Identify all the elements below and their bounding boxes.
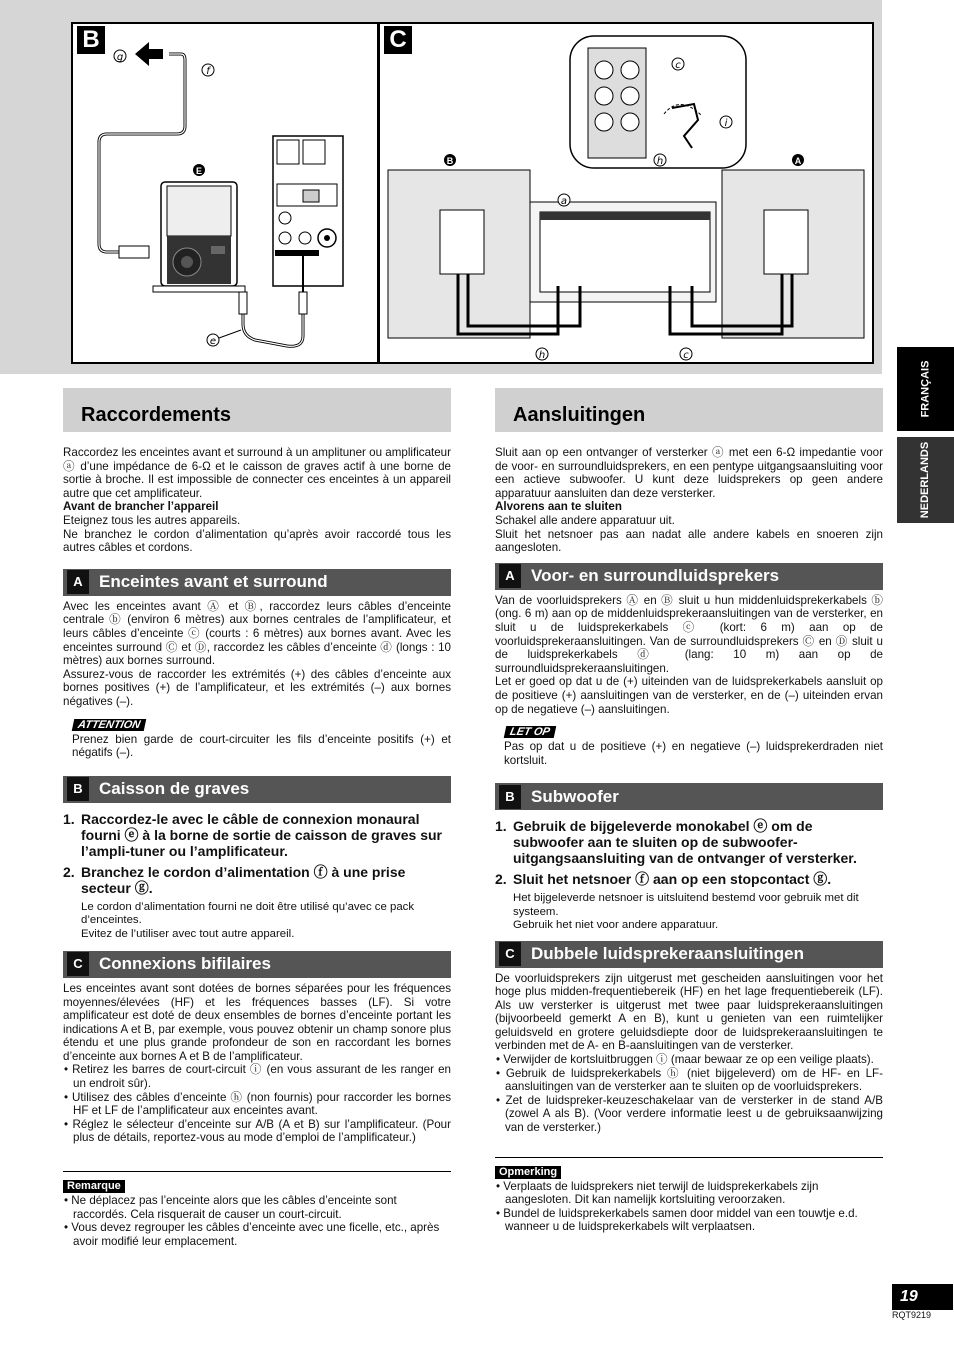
list-item: • Ne déplacez pas l’enceinte alors que les câbles d’enceinte sont raccordés. Cela risquerait de causer un court-circuit. <box>64 1194 397 1221</box>
nl-let-op-text: Pas op dat u de positieve (+) en negatieve (–) luidsprekerdraden niet kortsluit. <box>504 740 883 767</box>
fr-section-b-letter: B <box>67 777 89 801</box>
fr-before-heading: Avant de brancher l’appareil <box>63 500 219 514</box>
list-item: • Vous devez regrouper les câbles d’enceinte avec une ficelle, etc., après avoir modifié leur emplacement. <box>64 1221 440 1248</box>
fr-section-a-text1: Avec les enceintes avant Ⓐ et Ⓑ, raccordez leurs câbles d’enceinte centrale ⓑ (environ 6 mètres) aux bornes centrales de l’amplificateur, et leurs câbles d’enceinte ⓒ (courts : 6 mètres) aux bornes avant. Avec les enceintes surround Ⓒ et Ⓓ, raccordez les câbles d’enceinte ⓓ (longs : 10 mètres) aux bornes surround. <box>63 599 451 668</box>
fr-section-c-letter: C <box>67 952 89 976</box>
fr-section-b-title: Caisson de graves <box>99 779 250 799</box>
fr-note <box>63 1171 451 1248</box>
fr-note-bullets <box>63 1194 451 1248</box>
callout-e: e <box>209 336 217 347</box>
french-column <box>63 388 451 1248</box>
fr-before-2: Ne branchez le cordon d’alimentation qu’après avoir raccordé tous les autres câbles et cordons. <box>63 527 451 555</box>
fr-section-a-letter: A <box>67 570 89 594</box>
nl-section-b-heading <box>495 783 883 810</box>
page-number: 19 <box>892 1284 953 1310</box>
fr-section-a-heading <box>63 569 451 596</box>
dutch-column <box>495 388 883 1234</box>
nl-step-2-note: Het bijgeleverde netsnoer is uitsluitend bestemd voor gebruik met dit systeem. Gebruik het niet voor andere apparatuur. <box>513 892 859 932</box>
nl-before-1: Schakel alle andere apparatuur uit. <box>495 513 675 527</box>
figure-c-letter: C <box>384 26 412 54</box>
nl-intro: Sluit aan op een ontvanger of versterker ⓐ met een 6-Ω impedantie voor de voor- en surroundluidsprekers, en een pentype uitgangsaansluiting voor een actieve subwoofer. U kunt deze luidsprekers op geen andere apparatuur aansluiten dan deze versterker. <box>495 446 883 500</box>
fr-section-a-title: Enceintes avant et surround <box>99 572 328 592</box>
fr-steps <box>63 811 451 941</box>
nl-before-heading: Alvorens aan te sluiten <box>495 500 622 514</box>
fr-section-a-text2: Assurez-vous de raccorder les extrémités (+) des câbles d’enceinte aux bornes positives (+) de l’amplificateur, et les extrémités (–) aux bornes négatives (–). <box>63 667 451 708</box>
list-item: • Verplaats de luidsprekers niet terwijl de luidsprekerkabels zijn aangesloten. Dit kan namelijk kortsluiting veroorzaken. <box>496 1179 819 1207</box>
fr-attention-badge: ATTENTION <box>72 719 147 731</box>
list-item: • Gebruik de luidsprekerkabels ⓗ (niet bijgeleverd) om de HF- en LF-aansluitingen van de versterker aan te sluiten op de voorluidsprekers. <box>496 1066 883 1094</box>
svg-text:h: h <box>538 350 546 361</box>
nl-steps <box>495 818 883 932</box>
fr-attention-text: Prenez bien garde de court-circuiter les fils d’enceinte positifs (+) et négatifs (–). <box>72 732 451 760</box>
nl-section-c-text: De voorluidsprekers zijn uitgerust met gescheiden aansluitingen voor het hoge plus midden-frequentiebereik (HF) en het lage frequentiebereik (LF). Als uw versterker is uitgerust met twee paar luidsprekeraansluitingen (bijvoorbeeld gemerkt A en B), kunt u genieten van een ruimtelijker geluidsveld en grotere geluidsdiepte door de luidsprekeraansluitingen te verbinden met de A- en B-aansluitingen van de versterker. <box>495 971 883 1053</box>
figure-band <box>0 0 882 374</box>
nl-section-b-title: Subwoofer <box>531 786 619 806</box>
fr-section-a-body <box>63 600 451 709</box>
fr-section-c-bullets <box>63 1063 451 1145</box>
nl-section-c-title: Dubbele luidsprekeraansluitingen <box>531 944 805 963</box>
nl-section-a-heading <box>495 563 883 590</box>
speaker-b-terminal <box>440 210 484 274</box>
arrow-left-icon <box>135 42 163 66</box>
speaker-a-terminal <box>764 210 808 274</box>
callout-A: A <box>794 156 802 166</box>
nl-section-a-body <box>495 594 883 716</box>
amplifier-terminal-panel <box>540 212 710 292</box>
fr-section-c-heading <box>63 951 451 978</box>
fr-section-c-text: Les enceintes avant sont dotées de bornes séparées pour les fréquences moyennes/élevées (HF) et les fréquences basses (LF). Si votre amplificateur est doté de deux ensembles de bornes d’enceinte portant les indications A et B, par exemple, vous pouvez obtenir un champ sonore plus étendu et une plus grande profondeur de son en raccordant les bornes d’enceinte aux bornes A et B de l’amplificateur. <box>63 981 451 1063</box>
subwoofer-wiring-illustration <box>73 24 377 362</box>
nl-note <box>495 1157 883 1234</box>
fr-section-c-body <box>63 982 451 1145</box>
nl-before-2: Sluit het netsnoer pas aan nadat alle andere kabels en snoeren zijn aangesloten. <box>495 527 883 555</box>
callout-a: a <box>560 196 568 207</box>
nl-note-badge: Opmerking <box>495 1166 561 1179</box>
nl-step-2: 2. Sluit het netsnoer ⓕ aan op een stopcontact ⓖ. <box>495 871 832 888</box>
callout-g: g <box>116 52 124 63</box>
callout-B: B <box>446 156 454 166</box>
figure-b-subwoofer-connection <box>71 22 379 364</box>
biwiring-illustration <box>380 24 872 362</box>
fr-section-b-heading <box>63 776 451 803</box>
fr-before-1: Eteignez tous les autres appareils. <box>63 513 241 527</box>
fr-intro-block <box>63 446 451 555</box>
list-item: • Verwijder de kortsluitbruggen ⓘ (maar bewaar ze op een veilige plaats). <box>496 1053 874 1067</box>
fr-step-1: 1. Raccordez-le avec le câble de connexion monaural fourni ⓔ à la borne de sortie de caisson de graves sur l’ampli-tuner ou l’amplificateur. <box>63 810 442 859</box>
nl-let-op-badge: LET OP <box>504 726 556 738</box>
document-code: RQT9219 <box>892 1310 932 1320</box>
nl-section-c-heading <box>495 941 883 968</box>
nl-section-c-letter: C <box>499 942 521 966</box>
nl-section-c-body <box>495 972 883 1135</box>
svg-text:c: c <box>683 350 689 361</box>
list-item: • Bundel de luidsprekerkabels samen door middel van een touwtje e.d. wanneer u de luidsprekerkabels wilt verplaatsen. <box>496 1206 858 1234</box>
nl-section-b-letter: B <box>499 785 521 809</box>
fr-step-2: 2. Branchez le cordon d’alimentation ⓕ à une prise secteur ⓖ. <box>63 863 406 896</box>
nl-section-a-text1: Van de voorluidsprekers Ⓐ en Ⓑ sluit u hun middenluidsprekerkabels ⓑ (ong. 6 m) aan op de middenluidsprekeraansluitingen van de versterker, en sluit u de luidsprekerkabels ⓒ (kort: 6 m) aan op de voorluidsprekeraansluitingen. Van de surroundluidsprekers Ⓒ en Ⓓ sluit u de luidsprekerkabels ⓓ (lang: 10 m) aan op de surroundluidsprekeraansluitingen. <box>495 593 883 675</box>
figure-c-biwiring <box>378 22 874 364</box>
callout-f: f <box>206 66 210 77</box>
nl-section-a-letter: A <box>499 564 521 588</box>
nl-step-1: 1. Gebruik de bijgeleverde monokabel ⓔ om de subwoofer aan te sluiten op de subwoofer-uitgangsaansluiting van de ontvanger of versterker. <box>495 818 857 867</box>
nl-section-c-bullets <box>495 1053 883 1135</box>
fr-title: Raccordements <box>63 388 451 432</box>
callout-E: E <box>195 166 203 176</box>
nl-intro-block <box>495 446 883 555</box>
list-item: • Retirez les barres de court-circuit ⓘ (en vous assurant de les ranger en un endroit sûr). <box>64 1063 451 1091</box>
nl-section-a-text2: Let er goed op dat u de (+) uiteinden van de luidsprekerkabels aansluit op de positieve (+) aansluitingen van de versterker, en de (–) uiteinden ervan op de negatieve (–) aansluitingen. <box>495 675 883 716</box>
fr-intro: Raccordez les enceintes avant et surround à un amplituner ou amplificateur ⓐ d’une impédance de 6-Ω et le caisson de graves actif à une borne de sortie à broche. Il est impossible de connecter ces enceintes à un appareil autre que cet amplificateur. <box>63 446 451 500</box>
language-tab-dutch: NEDERLANDS <box>897 437 954 523</box>
nl-section-a-title: Voor- en surroundluidsprekers <box>531 566 780 586</box>
svg-text:i: i <box>724 118 728 129</box>
list-item: • Réglez le sélecteur d’enceinte sur A/B (A et B) sur l’amplificateur. (Pour plus de détails, reportez-vous au mode d’emploi de l’amplificateur.) <box>64 1117 451 1145</box>
language-tab-french: FRANÇAIS <box>897 347 954 431</box>
list-item: • Utilisez des câbles d’enceinte ⓗ (non fournis) pour raccorder les bornes HF et LF de l’amplificateur aux enceintes avant. <box>64 1090 451 1118</box>
fr-section-c-title: Connexions bifilaires <box>99 954 271 974</box>
figure-b-letter: B <box>77 26 105 54</box>
nl-title: Aansluitingen <box>495 388 883 432</box>
fr-step-2-note: Le cordon d’alimentation fourni ne doit être utilisé qu’avec ce pack d’enceintes. Evitez de l’utiliser avec tout autre appareil. <box>81 900 415 940</box>
fr-note-badge: Remarque <box>63 1180 125 1193</box>
nl-note-bullets <box>495 1180 883 1234</box>
svg-text:c: c <box>675 60 681 71</box>
svg-text:h: h <box>656 156 664 167</box>
list-item: • Zet de luidspreker-keuzeschakelaar van de versterker in de stand A/B (zowel A als B). (Voor verdere informatie leest u de gebruiksaanwijzing van de versterker.) <box>496 1093 883 1135</box>
